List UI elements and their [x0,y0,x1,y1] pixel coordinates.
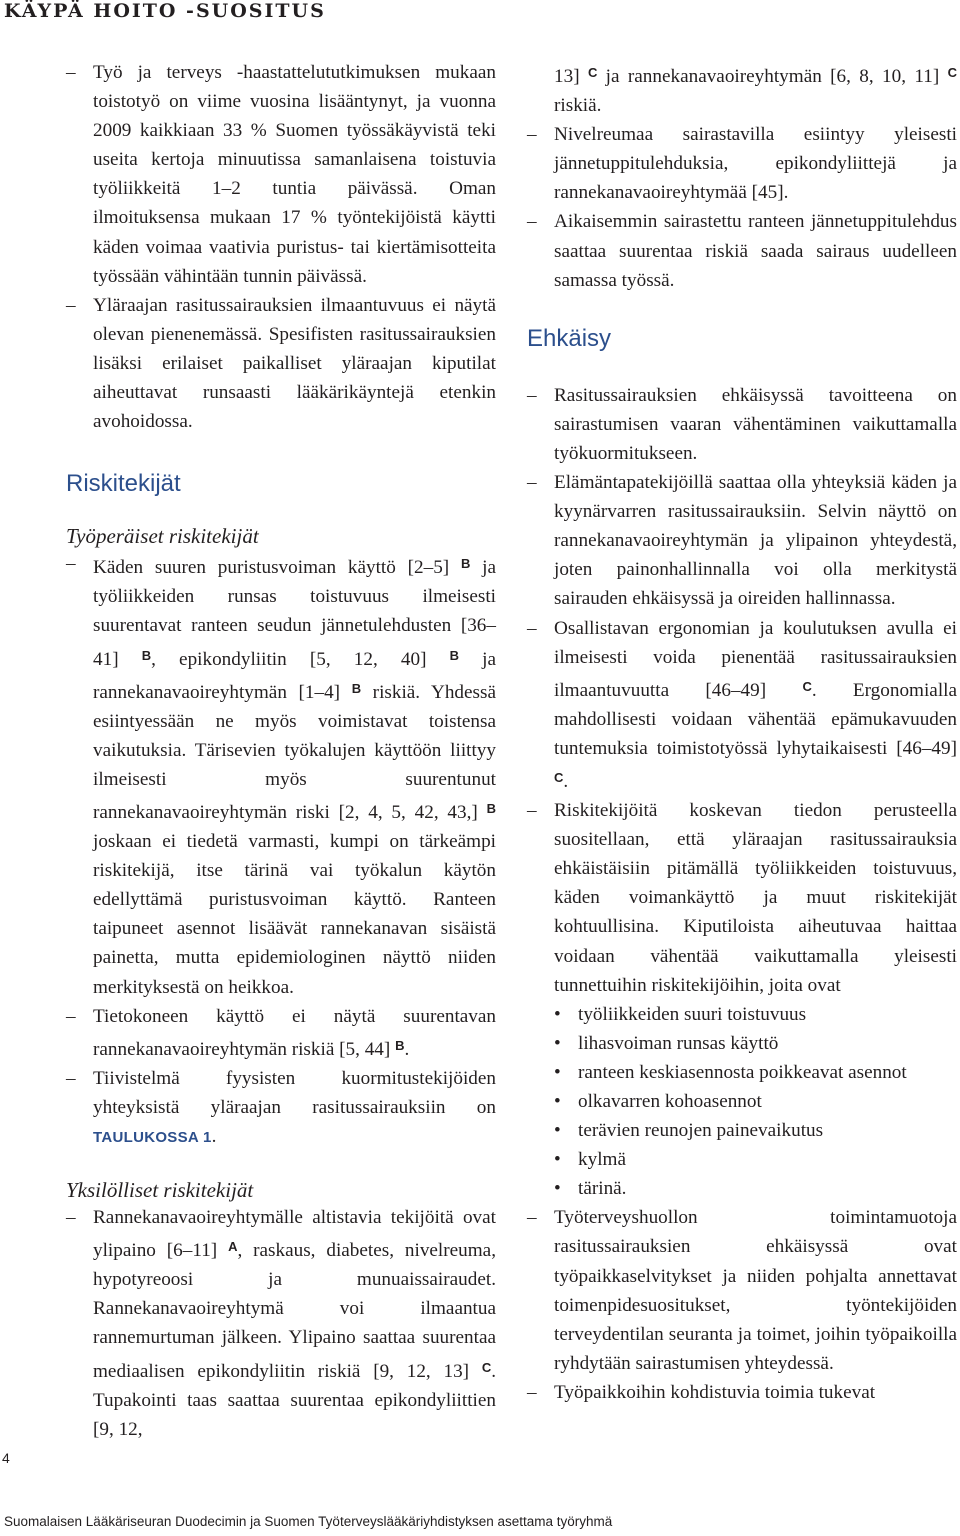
dash-marker: – [527,1381,537,1403]
dash-marker: – [527,124,537,146]
paragraph-text: Elämäntapatekijöillä saattaa olla yhteyksiä käden ja kyynärvarren rasitussairauksiin. Selvin näyttö on rannekanavaoireyhtymän ja ylipainon yhteydestä, joten painonhallinnalla voi olla merkitystä sairauden ehkäisyssä ja oireiden hallinnassa. [554,472,957,610]
list-item [66,1002,496,1064]
text-run: ja rannekanavaoireyhtymän [1–4] [93,648,496,703]
bullet-text: tärinä. [578,1178,627,1200]
section-heading-prevention: Ehkäisy [527,324,612,352]
paragraph-text: Nivelreumaa sairastavilla esiintyy yleisesti jännetuppitulehduksia, epikondyliittejä ja rannekanavaoireyhtymää [45]. [554,124,957,204]
dash-marker: – [527,384,537,406]
text-run: ja rannekanavaoireyhtymän [6, 8, 10, 11] [597,66,940,87]
list-item [527,1203,957,1378]
text-run: riskiä. [554,95,602,117]
bullet-dot: • [554,1032,561,1054]
evidence-grade: B [449,647,459,663]
evidence-grade: C [554,769,564,785]
dash-marker: – [527,1207,537,1229]
evidence-grade: B [351,680,362,696]
bullet-item [527,1058,957,1087]
evidence-grade: C [481,1359,492,1375]
bullet-dot: • [554,1061,561,1083]
running-header: KÄYPÄ HOITO -SUOSITUS [4,0,326,22]
list-item [66,1064,496,1152]
bullet-text: kylmä [578,1149,626,1171]
bullet-text: olkavarren kohoasennot [578,1091,762,1112]
table-reference-link[interactable]: TAULUKOSSA 1 [93,1129,212,1146]
paragraph-text: Työ ja terveys -haastattelututkimuksen mukaan toistotyö on viime vuosina lisääntynyt, ja vuonna 2009 kaikkiaan 33 % Suomen työssäkäyvistä teki useita kertoja minuutissa samanlaisena toistuvia työliikkeitä 1–2 tuntia päivässä. Oman ilmoituksensa mukaan 17 % työntekijöistä käytti käden voimaa vaativia puristus- tai kiertämisotteita työssään vähintään tunnin päivässä. [93,62,496,287]
evidence-grade: C [587,65,598,80]
left-column [66,58,496,1444]
subheading-work-risks: Työperäiset riskitekijät [66,524,259,549]
subheading-individual-risks: Yksilölliset riskitekijät [66,1178,254,1203]
paragraph-text: Yläraajan rasitussairauksien ilmaantuvuus ei näytä olevan pienenemässä. Spesifisten rasitussairauksien lisäksi erilaiset paikalliset yläraajan kiputilat aiheuttavat runsaasti lääkärikäyntejä etenkin avohoidossa. [93,294,496,433]
evidence-grade: B [486,800,497,816]
dash-marker: – [66,1067,76,1089]
section-heading-risk: Riskitekijät [66,470,181,498]
dash-marker: – [66,62,76,83]
list-item [527,796,957,1000]
dash-marker: – [527,472,537,494]
bullet-dot: • [554,1149,561,1171]
text-run: . [563,770,569,792]
list-item [527,614,957,797]
text-run: Tietokoneen käyttö ei näytä suurentavan rannekanavaoireyhtymän riskiä [5, 44] [93,1005,496,1060]
evidence-grade: A [228,1239,238,1255]
text-run: Käden suuren puristusvoiman käyttö [2–5] [93,557,450,579]
text-run: . Tupakointi taas saattaa suurentaa epikondyliittien [9, 12, [93,1360,497,1440]
list-item [527,120,957,207]
bullet-dot: • [554,1178,561,1200]
text-run: Rannekanavaoireyhtymälle altistavia tekijöitä ovat ylipaino [6–11] [93,1207,496,1262]
bullet-dot: • [554,1120,561,1142]
text-run: joskaan ei tiedetä varmasti, kumpi on tärkeämpi riskitekijä, itse tärinä vai työkalun käytön edellyttämä puristusvoiman käyttö. Ranteen taipuneet asennot lisäävät rannekanavan sisäistä painetta, mutta epidemiologinen näyttö niiden merkityksestä on heikkoa. [93,831,496,998]
bullet-item [527,1145,957,1174]
dash-marker: – [527,617,537,639]
dash-marker: – [66,294,76,316]
evidence-grade: B [395,1037,405,1053]
list-item [66,58,496,291]
list-item [527,207,957,294]
text-run: , epikondyliitin [5, 12, 40] [151,648,427,670]
text-run: ja työliikkeiden runsas toistuvuus ilmeisesti suurentavat ranteen seudun jännetulehdusten [36–41] [93,557,496,670]
text-run: , raskaus, diabetes, nivelreuma, hypotyreoosi ja munuaissairaudet. Rannekanavaoireyhtymä voi ilmaantua rannemurtuman jälkeen. Ylipaino saattaa suurentaa mediaalisen epikondyliitin riskiä [9, 12, 13] [93,1240,496,1382]
list-item [527,468,957,613]
text-run: . Ergonomialla mahdollisesti voidaan vähentää epämukavuuden tuntemuksia toimistotyössä lyhytaikaisesti [46–49] [554,679,957,759]
continued-list-item [527,58,957,120]
bullet-text: työliikkeiden suuri toistuvuus [578,1003,807,1025]
text-run: . [404,1038,410,1060]
dash-marker: – [66,553,76,575]
text-run: 13] [554,66,580,87]
bullet-text: ranteen keskiasennosta poikkeavat asennot [578,1061,907,1083]
text-run: riskiä. Yhdessä esiintyessään ne myös voimistavat toistensa vaikutuksia. Tärisevien työkalujen käyttöön liittyy ilmeisesti myös suurentunut rannekanavaoireyhtymän riski [2, 4, 5, 42, 43,] [93,681,496,823]
text-run: . [211,1126,217,1147]
paragraph-text: Riskitekijöitä koskevan tiedon perusteella suositellaan, että yläraajan rasitussairauksia ehkäistäisiin pitämällä työliikkeiden toistuvuus, käden voimankäyttö ja muut riskitekijät kohtuullisina. Kiputiloista aiheutuvaa haittaa voidaan vähentää vaikuttamalla yleisesti tunnettuihin riskitekijöihin, joita ovat [554,800,957,996]
bullet-dot: • [554,1091,561,1112]
paragraph-text: Rasitussairauksien ehkäisyssä tavoitteena on sairastumisen vaaran vähentäminen vaikuttamalla työkuormitukseen. [554,384,957,464]
bullet-dot: • [554,1003,561,1025]
bullet-text: lihasvoiman runsas käyttö [578,1032,779,1054]
list-item [66,549,496,1001]
bullet-item [527,1000,957,1029]
dash-marker: – [527,211,537,233]
dash-marker: – [66,1005,76,1027]
list-item [66,291,496,436]
bullet-item [527,1029,957,1058]
evidence-grade: C [947,65,957,80]
text-run: Osallistavan ergonomian ja koulutuksen avulla ei ilmeisesti voida pienentää rasitussairauksien ilmaantuvuutta [46–49] [554,617,957,701]
paragraph-text: Työterveyshuollon toimintamuotoja rasitussairauksien ehkäisyssä ovat työpaikkaselvitykset ja niiden pohjalta annettavat toimenpidesuositukset, työntekijöiden terveydentilan seuranta ja toimet, joihin työpaikoilla ryhdytään sairastumisen yhteydessä. [554,1207,957,1374]
bullet-item [527,1174,957,1203]
dash-marker: – [66,1207,76,1229]
page-footer: Suomalaisen Lääkäriseuran Duodecimin ja Suomen Työterveyslääkäriyhdistyksen asettama työryhmä [4,1514,613,1529]
evidence-grade: B [460,556,471,572]
bullet-item [527,1087,957,1116]
bullet-item [527,1116,957,1145]
dash-marker: – [527,800,537,822]
paragraph-text: Aikaisemmin sairastettu ranteen jännetuppitulehdus saattaa suurentaa riskiä saada sairaus uudelleen samassa työssä. [554,211,957,291]
list-item [527,1378,957,1407]
paragraph-text: Työpaikkoihin kohdistuvia toimia tukevat [554,1381,876,1403]
evidence-grade: C [802,678,812,694]
list-item [527,381,957,468]
list-item [66,1203,496,1444]
page-number: 4 [2,1450,10,1466]
right-column [527,58,957,1407]
text-run: Tiivistelmä fyysisten kuormitustekijöiden yhteyksistä yläraajan rasitussairauksiin on [93,1067,496,1118]
bullet-text: terävien reunojen painevaikutus [578,1120,824,1142]
evidence-grade: B [141,647,152,663]
